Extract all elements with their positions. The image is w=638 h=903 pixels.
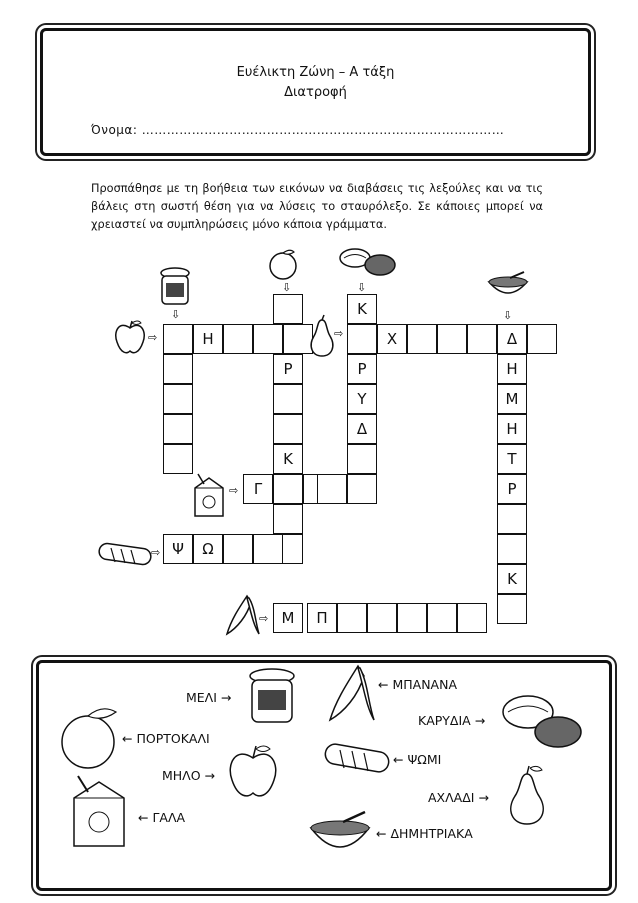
grid-cell[interactable] (273, 414, 303, 444)
walnuts-icon (338, 246, 398, 278)
grid-cell[interactable] (437, 324, 467, 354)
grid-cell[interactable]: Χ (377, 324, 407, 354)
grid-cell[interactable] (163, 384, 193, 414)
instructions: Προσπάθησε με τη βοήθεια των εικόνων να διαβάσεις τις λεξούλες και να τις βάλεις στη σωστή θέση για να λύσεις το σταυρόλεξο. Σε κάποιες μπορεί να χρειαστεί να συμπληρώσεις μόνο κάποια γράμματα. (91, 182, 543, 231)
grid-cell[interactable]: Κ (273, 444, 303, 474)
arrow-down-icon: ⇩ (171, 308, 181, 321)
grid-cell[interactable]: Η (193, 324, 223, 354)
grid-cell[interactable]: Μ (273, 603, 303, 633)
grid-cell[interactable] (163, 414, 193, 444)
worksheet-header (40, 28, 591, 156)
honey-jar-icon (157, 268, 193, 308)
grid-cell[interactable] (497, 534, 527, 564)
banana-icon (328, 664, 378, 728)
arrow-down-icon: ⇩ (503, 309, 513, 322)
pear-icon (506, 764, 548, 828)
milk-carton-icon (70, 776, 128, 850)
label-milo: ΜΗΛΟ → (162, 768, 216, 783)
honey-jar-icon (246, 668, 298, 726)
cereal-bowl-icon (486, 270, 530, 302)
grid-cell[interactable]: Δ (347, 414, 377, 444)
grid-cell[interactable] (497, 504, 527, 534)
cereal-bowl-icon (307, 808, 373, 860)
grid-cell[interactable] (397, 603, 427, 633)
grid-cell[interactable] (497, 594, 527, 624)
bread-icon (97, 540, 153, 568)
grid-cell[interactable] (457, 603, 487, 633)
label-axladi: ΑΧΛΑΔΙ → (428, 790, 489, 805)
label-meli: ΜΕΛΙ → (186, 690, 232, 705)
grid-cell[interactable]: Τ (497, 444, 527, 474)
grid-cell[interactable] (347, 324, 377, 354)
grid-cell[interactable]: Δ (497, 324, 527, 354)
grid-cell[interactable] (273, 294, 303, 324)
bread-icon (322, 740, 392, 776)
grid-cell[interactable] (427, 603, 457, 633)
grid-cell[interactable] (223, 324, 253, 354)
grid-cell[interactable]: Κ (497, 564, 527, 594)
label-dimitriaka: ← ΔΗΜΗΤΡΙΑΚΑ (376, 826, 473, 841)
grid-cell[interactable] (163, 354, 193, 384)
grid-cell[interactable]: Γ (243, 474, 273, 504)
grid-cell[interactable] (467, 324, 497, 354)
grid-cell[interactable]: Ρ (273, 354, 303, 384)
grid-cell[interactable] (223, 534, 253, 564)
grid-cell[interactable] (273, 504, 303, 534)
orange-icon (268, 248, 298, 280)
grid-cell[interactable] (367, 603, 397, 633)
apple-icon (226, 742, 280, 802)
grid-cell[interactable]: Ψ (163, 534, 193, 564)
arrow-right-icon: ⇨ (334, 327, 344, 340)
grid-cell[interactable] (273, 474, 303, 504)
grid-cell[interactable]: Π (307, 603, 337, 633)
grid-cell[interactable] (253, 324, 283, 354)
grid-cell[interactable]: Η (497, 414, 527, 444)
apple-icon (113, 318, 147, 356)
label-portokali: ← ΠΟΡΤΟΚΑΛΙ (122, 731, 210, 746)
label-banana: ← ΜΠΑΝΑΝΑ (378, 677, 457, 692)
arrow-right-icon: ⇨ (148, 331, 158, 344)
grid-cell[interactable] (163, 324, 193, 354)
arrow-down-icon: ⇩ (357, 281, 367, 294)
milk-carton-icon (192, 474, 226, 518)
grid-cell[interactable]: Υ (347, 384, 377, 414)
grid-cell[interactable]: Κ (347, 294, 377, 324)
grid-cell[interactable] (337, 603, 367, 633)
grid-cell[interactable]: Η (497, 354, 527, 384)
orange-icon (58, 704, 122, 770)
arrow-right-icon: ⇨ (259, 612, 269, 625)
grid-cell[interactable] (317, 474, 347, 504)
arrow-right-icon: ⇨ (151, 546, 161, 559)
grid-cell[interactable] (347, 444, 377, 474)
banana-icon (225, 594, 261, 640)
label-psomi: ← ΨΩΜΙ (393, 752, 442, 767)
label-karydia: ΚΑΡΥΔΙΑ → (418, 713, 486, 728)
grid-cell[interactable]: Ρ (347, 354, 377, 384)
grid-cell[interactable] (273, 384, 303, 414)
grid-cell[interactable]: Μ (497, 384, 527, 414)
grid-cell[interactable]: Ρ (497, 474, 527, 504)
pear-icon (308, 314, 336, 358)
name-line[interactable]: Όνομα: …………………………………………………………………………… (91, 123, 505, 137)
grid-cell[interactable] (407, 324, 437, 354)
grid-cell[interactable] (527, 324, 557, 354)
worksheet-subtitle: Διατροφή (284, 85, 347, 100)
grid-cell[interactable] (347, 474, 377, 504)
grid-cell[interactable]: Ω (193, 534, 223, 564)
grid-cell[interactable] (163, 444, 193, 474)
label-gala: ← ΓΑΛΑ (138, 810, 186, 825)
arrow-down-icon: ⇩ (282, 281, 292, 294)
walnuts-icon (500, 692, 584, 752)
arrow-right-icon: ⇨ (229, 484, 239, 497)
worksheet-title: Ευέλικτη Ζώνη – Α τάξη (236, 65, 395, 80)
grid-cell[interactable] (253, 534, 283, 564)
